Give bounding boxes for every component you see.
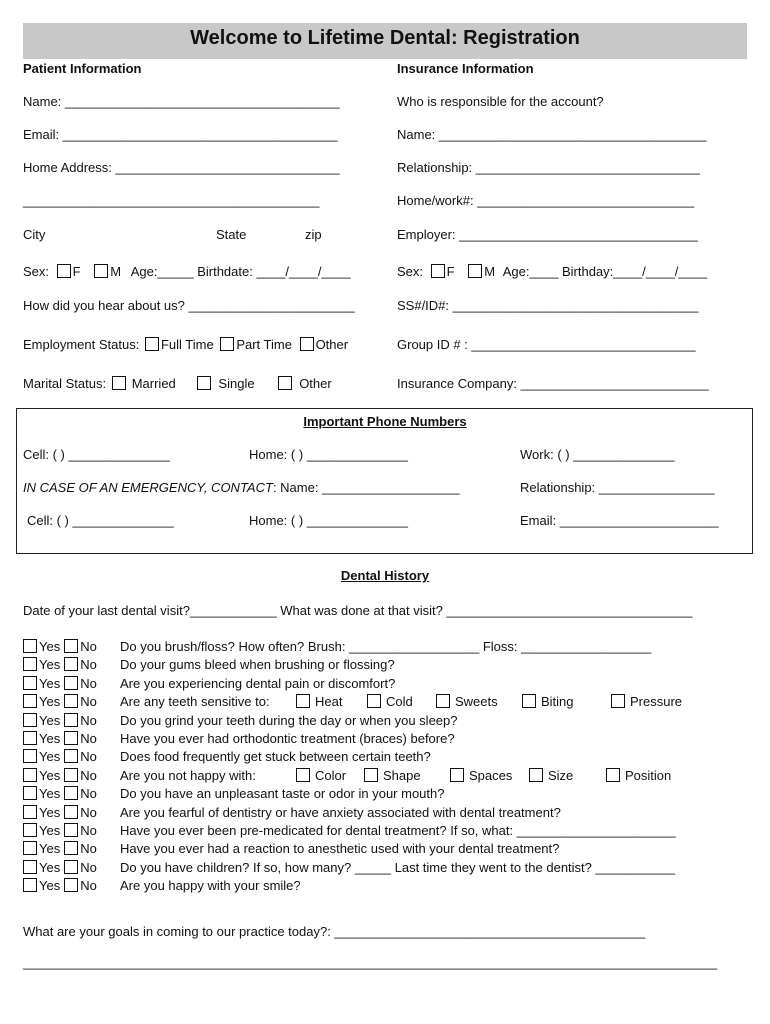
option-spaces[interactable] bbox=[450, 768, 512, 784]
city-label: City bbox=[23, 227, 46, 242]
question-text: Are you experiencing dental pain or discomfort? bbox=[120, 676, 396, 691]
full-time-label: Full Time bbox=[160, 337, 214, 352]
no-checkbox[interactable] bbox=[64, 878, 78, 892]
no-label: No bbox=[80, 731, 97, 746]
no-checkbox[interactable] bbox=[64, 731, 78, 745]
employment-other-checkbox[interactable] bbox=[300, 337, 314, 351]
yes-checkbox[interactable] bbox=[23, 731, 37, 745]
insured-sex-f-label: F bbox=[446, 264, 455, 279]
heat-checkbox[interactable] bbox=[296, 694, 310, 708]
option-color[interactable] bbox=[296, 768, 346, 784]
no-checkbox[interactable] bbox=[64, 860, 78, 874]
yes-label: Yes bbox=[39, 768, 61, 783]
yes-checkbox[interactable] bbox=[23, 841, 37, 855]
goals-line2[interactable]: ________________________________________________________________________________________________ bbox=[23, 955, 718, 970]
question-row bbox=[23, 694, 97, 710]
yes-checkbox[interactable] bbox=[23, 657, 37, 671]
no-label: No bbox=[80, 860, 97, 875]
no-checkbox[interactable] bbox=[64, 713, 78, 727]
question-row bbox=[23, 749, 97, 765]
yes-checkbox[interactable] bbox=[23, 694, 37, 708]
question-row bbox=[23, 786, 97, 802]
pressure-label: Pressure bbox=[630, 694, 683, 709]
size-label: Size bbox=[548, 768, 574, 783]
no-label: No bbox=[80, 823, 97, 838]
no-label: No bbox=[80, 657, 97, 672]
biting-label: Biting bbox=[541, 694, 574, 709]
no-label: No bbox=[80, 713, 97, 728]
no-checkbox[interactable] bbox=[64, 823, 78, 837]
patient-sex-row bbox=[23, 264, 350, 280]
option-shape[interactable] bbox=[364, 768, 421, 784]
no-checkbox[interactable] bbox=[64, 768, 78, 782]
question-text: Do your gums bleed when brushing or flossing? bbox=[120, 657, 395, 672]
option-pressure[interactable] bbox=[611, 694, 682, 710]
insurance-name-field[interactable]: Name: _____________________________________ bbox=[397, 127, 707, 142]
ss-id-field[interactable]: SS#/ID#: __________________________________ bbox=[397, 298, 699, 313]
part-time-checkbox[interactable] bbox=[220, 337, 234, 351]
no-label: No bbox=[80, 749, 97, 764]
sex-m-label: M bbox=[110, 264, 122, 279]
cell-phone-field[interactable]: Cell: ( ) ______________ bbox=[23, 447, 170, 462]
marital-row bbox=[23, 376, 332, 392]
phone-numbers-heading: Important Phone Numbers bbox=[303, 414, 467, 429]
no-checkbox[interactable] bbox=[64, 805, 78, 819]
yes-label: Yes bbox=[39, 878, 61, 893]
yes-checkbox[interactable] bbox=[23, 805, 37, 819]
yes-checkbox[interactable] bbox=[23, 749, 37, 763]
yes-checkbox[interactable] bbox=[23, 786, 37, 800]
cold-label: Cold bbox=[386, 694, 413, 709]
no-label: No bbox=[80, 768, 97, 783]
no-checkbox[interactable] bbox=[64, 639, 78, 653]
yes-label: Yes bbox=[39, 823, 61, 838]
insured-sex-f-checkbox[interactable] bbox=[431, 264, 445, 278]
sex-f-label: F bbox=[72, 264, 81, 279]
insured-sex-row bbox=[397, 264, 707, 280]
option-position[interactable] bbox=[606, 768, 671, 784]
yes-label: Yes bbox=[39, 676, 61, 691]
question-text: Are you fearful of dentistry or have anxiety associated with dental treatment? bbox=[120, 805, 561, 820]
question-text: Are you not happy with: bbox=[120, 768, 256, 783]
no-label: No bbox=[80, 694, 97, 709]
goals-field[interactable]: What are your goals in coming to our practice today?: ___________________________________________ bbox=[23, 924, 646, 939]
yes-checkbox[interactable] bbox=[23, 768, 37, 782]
insurance-relationship-field[interactable]: Relationship: _______________________________ bbox=[397, 160, 700, 175]
question-row bbox=[23, 639, 97, 655]
yes-checkbox[interactable] bbox=[23, 860, 37, 874]
yes-label: Yes bbox=[39, 713, 61, 728]
sweets-checkbox[interactable] bbox=[436, 694, 450, 708]
age-birthdate-field[interactable]: Age:_____ Birthdate: ____/____/____ bbox=[130, 264, 351, 279]
no-label: No bbox=[80, 878, 97, 893]
single-checkbox[interactable] bbox=[197, 376, 211, 390]
question-text: Does food frequently get stuck between certain teeth? bbox=[120, 749, 431, 764]
employment-label: Employment Status: bbox=[23, 337, 140, 352]
patient-address-line2[interactable]: _________________________________________ bbox=[23, 193, 320, 208]
yes-label: Yes bbox=[39, 805, 61, 820]
insurance-info-heading: Insurance Information bbox=[397, 61, 534, 76]
no-label: No bbox=[80, 805, 97, 820]
position-checkbox[interactable] bbox=[606, 768, 620, 782]
question-row bbox=[23, 713, 97, 729]
home-phone-field[interactable]: Home: ( ) ______________ bbox=[249, 447, 409, 462]
group-id-field[interactable]: Group ID # : _______________________________ bbox=[397, 337, 696, 352]
yes-label: Yes bbox=[39, 657, 61, 672]
married-label: Married bbox=[131, 376, 176, 391]
insured-sex-m-label: M bbox=[484, 264, 496, 279]
form-title: Welcome to Lifetime Dental: Registration bbox=[190, 27, 580, 49]
yes-checkbox[interactable] bbox=[23, 713, 37, 727]
employer-field[interactable]: Employer: _________________________________ bbox=[397, 227, 698, 242]
married-checkbox[interactable] bbox=[112, 376, 126, 390]
yes-checkbox[interactable] bbox=[23, 639, 37, 653]
responsible-label: Who is responsible for the account? bbox=[397, 94, 604, 109]
dental-history-heading: Dental History bbox=[340, 568, 430, 583]
zip-label: zip bbox=[305, 227, 322, 242]
home-work-field[interactable]: Home/work#: ______________________________ bbox=[397, 193, 695, 208]
hear-about-field[interactable]: How did you hear about us? _______________________ bbox=[23, 298, 355, 313]
yes-label: Yes bbox=[39, 731, 61, 746]
question-text: Do you have children? If so, how many? _____ Last time they went to the dentist? ___________ bbox=[120, 860, 676, 875]
question-text: Do you grind your teeth during the day or when you sleep? bbox=[120, 713, 458, 728]
question-row bbox=[23, 841, 97, 857]
position-label: Position bbox=[625, 768, 672, 783]
option-size[interactable] bbox=[529, 768, 573, 784]
heat-label: Heat bbox=[315, 694, 343, 709]
yes-label: Yes bbox=[39, 639, 61, 654]
question-row bbox=[23, 676, 97, 692]
sweets-label: Sweets bbox=[455, 694, 498, 709]
option-biting[interactable] bbox=[522, 694, 574, 710]
title-bar bbox=[23, 23, 747, 59]
emergency-contact-row[interactable] bbox=[23, 480, 459, 496]
marital-other-checkbox[interactable] bbox=[278, 376, 292, 390]
sex-m-checkbox[interactable] bbox=[94, 264, 108, 278]
yes-label: Yes bbox=[39, 749, 61, 764]
option-sweets[interactable] bbox=[436, 694, 498, 710]
patient-name-field[interactable]: Name: ______________________________________ bbox=[23, 94, 340, 109]
emergency-label: IN CASE OF AN EMERGENCY, CONTACT bbox=[23, 480, 273, 495]
marital-other-label: Other bbox=[299, 376, 332, 391]
state-label: State bbox=[216, 227, 247, 242]
shape-label: Shape bbox=[383, 768, 421, 783]
cold-checkbox[interactable] bbox=[367, 694, 381, 708]
employment-row bbox=[23, 337, 348, 353]
no-label: No bbox=[80, 639, 97, 654]
spaces-label: Spaces bbox=[469, 768, 513, 783]
question-row bbox=[23, 657, 97, 673]
last-visit-field[interactable]: Date of your last dental visit?____________ What was done at that visit? __________________________________ bbox=[23, 603, 693, 618]
emergency-name-field[interactable]: : Name: ___________________ bbox=[272, 480, 460, 495]
insured-sex-label: Sex: bbox=[397, 264, 424, 279]
emergency-relationship-field[interactable]: Relationship: ________________ bbox=[520, 480, 715, 495]
no-label: No bbox=[80, 676, 97, 691]
emergency-cell-field[interactable]: Cell: ( ) ______________ bbox=[27, 513, 174, 528]
question-text: Do you brush/floss? How often? Brush: __________________ Floss: __________________ bbox=[120, 639, 652, 654]
emergency-home-field[interactable]: Home: ( ) ______________ bbox=[249, 513, 409, 528]
no-checkbox[interactable] bbox=[64, 786, 78, 800]
shape-checkbox[interactable] bbox=[364, 768, 378, 782]
patient-info-heading: Patient Information bbox=[23, 61, 142, 76]
color-checkbox[interactable] bbox=[296, 768, 310, 782]
biting-checkbox[interactable] bbox=[522, 694, 536, 708]
marital-label: Marital Status: bbox=[23, 376, 107, 391]
no-label: No bbox=[80, 786, 97, 801]
no-checkbox[interactable] bbox=[64, 676, 78, 690]
question-row bbox=[23, 805, 97, 821]
patient-address-field[interactable]: Home Address: _______________________________ bbox=[23, 160, 340, 175]
part-time-label: Part Time bbox=[236, 337, 292, 352]
size-checkbox[interactable] bbox=[529, 768, 543, 782]
emergency-email-field[interactable]: Email: ______________________ bbox=[520, 513, 719, 528]
yes-checkbox[interactable] bbox=[23, 676, 37, 690]
single-label: Single bbox=[218, 376, 255, 391]
insured-age-birthday-field[interactable]: Age:____ Birthday:____/____/____ bbox=[502, 264, 708, 279]
sex-f-checkbox[interactable] bbox=[57, 264, 71, 278]
no-checkbox[interactable] bbox=[64, 841, 78, 855]
spaces-checkbox[interactable] bbox=[450, 768, 464, 782]
color-label: Color bbox=[315, 768, 347, 783]
pressure-checkbox[interactable] bbox=[611, 694, 625, 708]
no-label: No bbox=[80, 841, 97, 856]
yes-checkbox[interactable] bbox=[23, 823, 37, 837]
work-phone-field[interactable]: Work: ( ) ______________ bbox=[520, 447, 675, 462]
question-row bbox=[23, 860, 97, 876]
question-row bbox=[23, 768, 97, 784]
yes-label: Yes bbox=[39, 841, 61, 856]
full-time-checkbox[interactable] bbox=[145, 337, 159, 351]
question-text: Do you have an unpleasant taste or odor in your mouth? bbox=[120, 786, 445, 801]
question-row bbox=[23, 823, 97, 839]
insured-sex-m-checkbox[interactable] bbox=[468, 264, 482, 278]
question-text: Are you happy with your smile? bbox=[120, 878, 301, 893]
option-cold[interactable] bbox=[367, 694, 413, 710]
option-heat[interactable] bbox=[296, 694, 342, 710]
yes-label: Yes bbox=[39, 860, 61, 875]
question-text: Have you ever had a reaction to anesthetic used with your dental treatment? bbox=[120, 841, 560, 856]
sex-label: Sex: bbox=[23, 264, 50, 279]
yes-label: Yes bbox=[39, 786, 61, 801]
question-row bbox=[23, 878, 97, 894]
question-text: Have you ever been pre-medicated for dental treatment? If so, what: ______________________ bbox=[120, 823, 676, 838]
no-checkbox[interactable] bbox=[64, 657, 78, 671]
yes-label: Yes bbox=[39, 694, 61, 709]
question-row bbox=[23, 731, 97, 747]
patient-email-field[interactable]: Email: ______________________________________ bbox=[23, 127, 338, 142]
question-text: Have you ever had orthodontic treatment (braces) before? bbox=[120, 731, 455, 746]
yes-checkbox[interactable] bbox=[23, 878, 37, 892]
employment-other-label: Other bbox=[315, 337, 349, 352]
insurance-company-field[interactable]: Insurance Company: __________________________ bbox=[397, 376, 709, 391]
question-text: Are any teeth sensitive to: bbox=[120, 694, 270, 709]
no-checkbox[interactable] bbox=[64, 749, 78, 763]
no-checkbox[interactable] bbox=[64, 694, 78, 708]
